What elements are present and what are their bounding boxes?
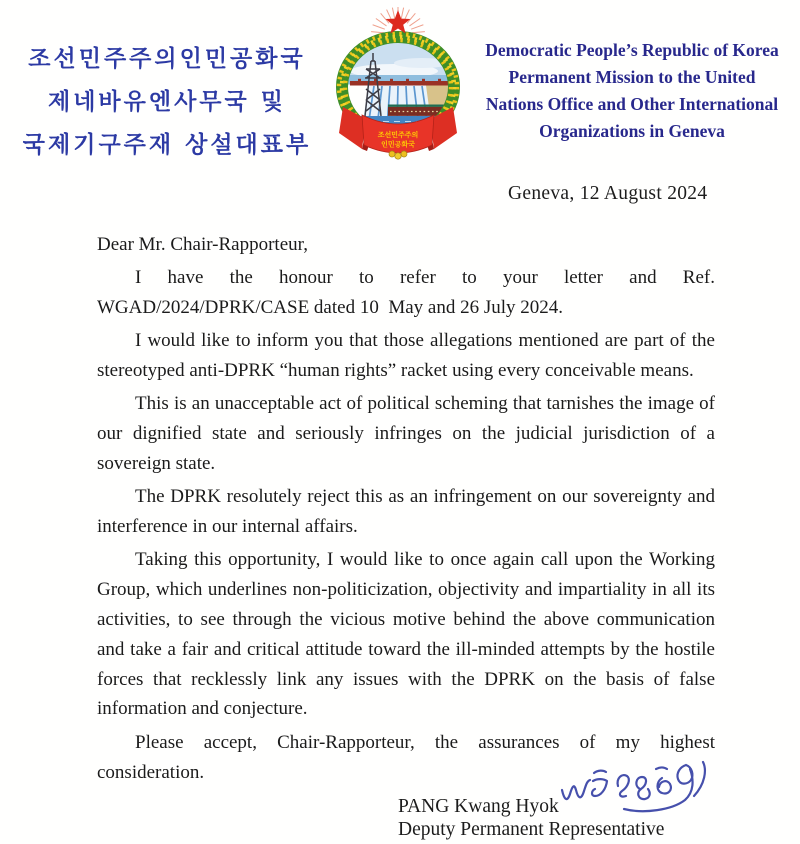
paragraph-call-upon-working-group: Taking this opportunity, I would like to once again call upon the Working Group, which underlines non-politicization, objectivity and impartiality in all its activities, to see through the vicious motive behind the above communication and take a fair and critical attitude toward the ill-minded attempts by the hostile forces that recklessly link any issues with the DPRK on the basis of false information and conjecture. bbox=[97, 549, 720, 720]
english-line-1: Democratic People’s Republic of Korea bbox=[485, 40, 779, 60]
paragraph-unacceptable-act: This is an unacceptable act of political scheming that tarnishes the image of our dignified state and seriously infringes on the judicial jurisdiction of a sovereign state. bbox=[97, 393, 720, 475]
korean-line-3: 국제기구주재 상설대표부 bbox=[22, 132, 312, 158]
korean-line-1: 조선민주주의인민공화국 bbox=[28, 46, 306, 72]
signatory-name: PANG Kwang Hyok bbox=[398, 796, 559, 817]
signatory-title: Deputy Permanent Representative bbox=[398, 818, 665, 840]
handwritten-signature-icon bbox=[548, 756, 718, 824]
english-line-4: Organizations in Geneva bbox=[539, 121, 725, 141]
letter-body bbox=[97, 230, 720, 791]
paragraph-reference: I have the honour to refer to your letter and Ref. WGAD/2024/DPRK/CASE dated 10 May and 26 July 2024. bbox=[97, 267, 720, 319]
english-line-2: Permanent Mission to the United bbox=[508, 67, 756, 87]
emblem-ribbon-text-2: 인민공화국 bbox=[381, 140, 415, 149]
paragraph-allegations: I would like to inform you that those allegations mentioned are part of the stereotyped anti-DPRK “human rights” racket using every conceivable means. bbox=[97, 330, 720, 382]
mission-name-korean bbox=[6, 38, 328, 167]
emblem-ribbon-text-1: 조선민주주의 bbox=[377, 131, 419, 139]
mission-name-english bbox=[464, 37, 800, 145]
korean-line-2: 제네바유엔사무국 및 bbox=[48, 89, 286, 115]
english-line-3: Nations Office and Other International bbox=[485, 94, 779, 114]
dprk-national-emblem bbox=[332, 3, 464, 161]
emblem-red-star bbox=[386, 10, 411, 34]
paragraph-rejection: The DPRK resolutely reject this as an infringement on our sovereignty and interference in our internal affairs. bbox=[97, 486, 720, 538]
salutation: Dear Mr. Chair-Rapporteur, bbox=[97, 234, 308, 255]
dprk-emblem-graphic bbox=[332, 3, 464, 161]
paragraph-closing: Please accept, Chair-Rapporteur, the assurances of my highest consideration. bbox=[97, 731, 720, 783]
date-line: Geneva, 12 August 2024 bbox=[508, 183, 708, 204]
